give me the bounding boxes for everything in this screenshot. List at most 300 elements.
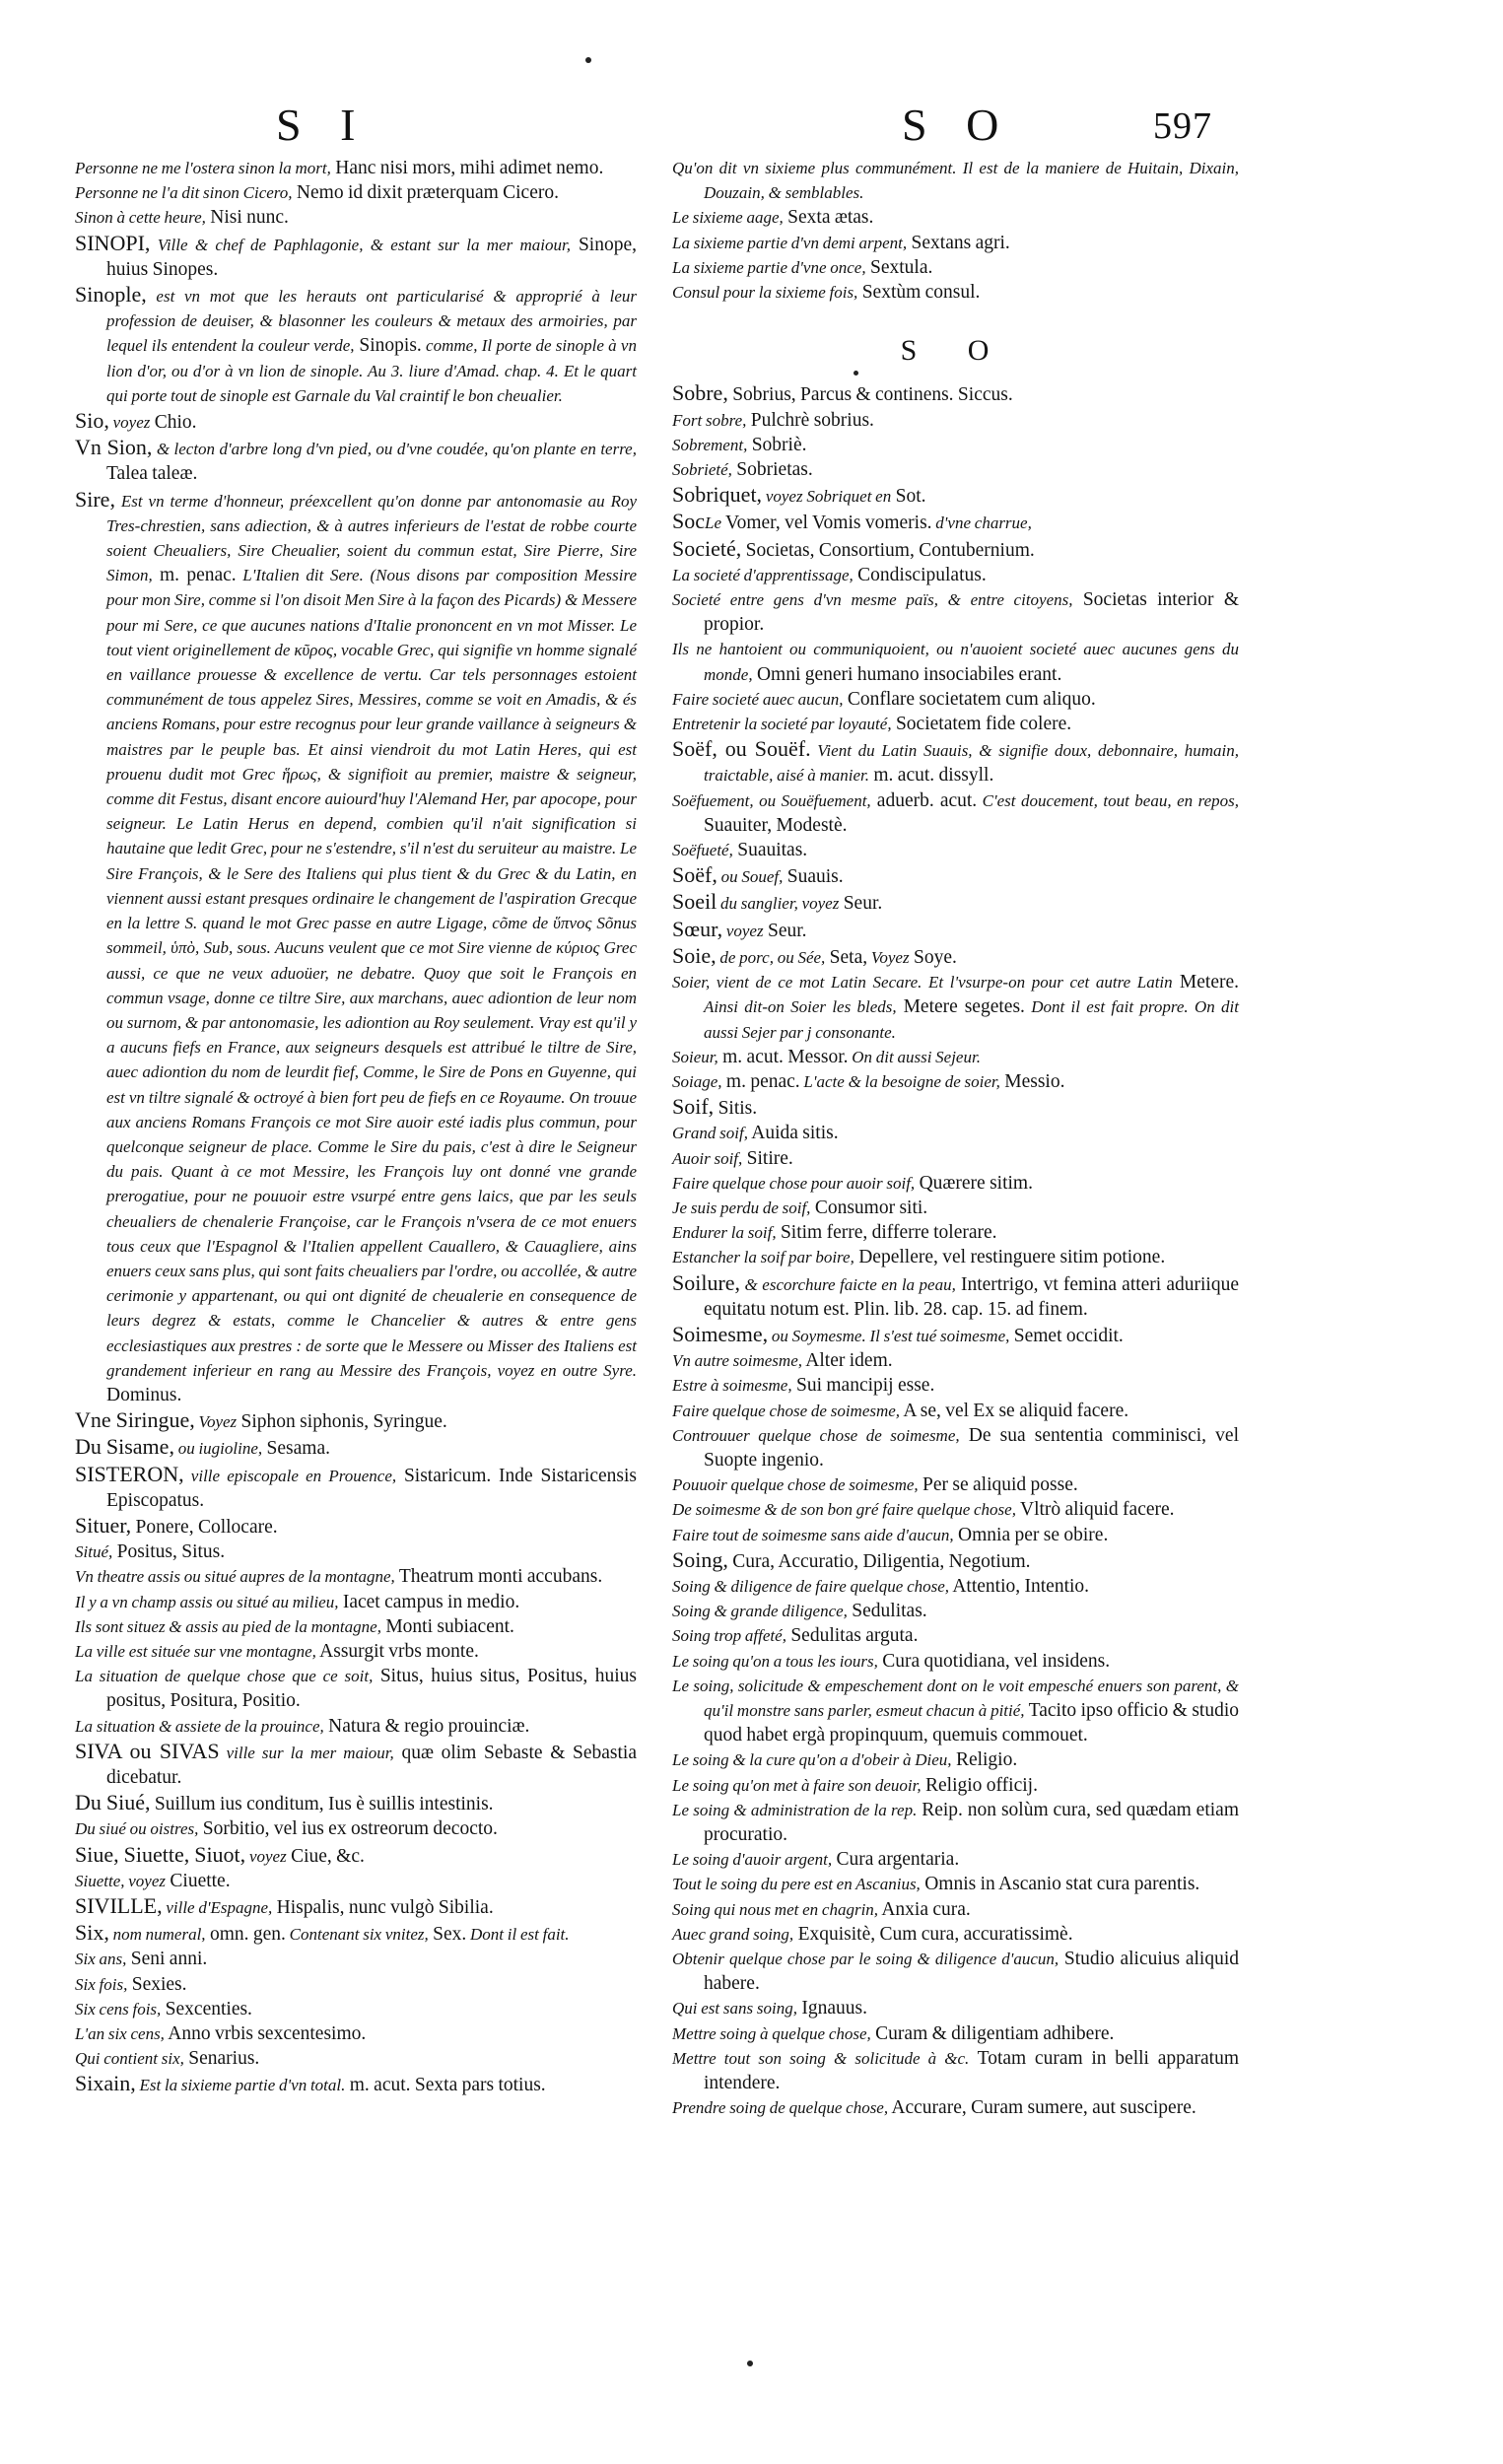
dictionary-entry	[672, 1069, 1239, 1094]
entry-french: Consul pour la sixieme fois,	[672, 283, 858, 303]
entry-french: Voyez	[867, 947, 910, 967]
dictionary-entry	[672, 563, 1239, 587]
dictionary-entry	[672, 736, 1239, 787]
entry-french: Prendre soing de quelque chose,	[672, 2098, 889, 2118]
dictionary-entry	[672, 1245, 1239, 1269]
page-number: 597	[1153, 105, 1212, 147]
dictionary-entry	[672, 1996, 1239, 2020]
entry-latin: Hanc nisi mors, mihi adimet nemo.	[330, 158, 604, 178]
entry-latin: Intertrigo, vt femina atteri aduriique equitatu notum est. Plin. lib. 28. cap. 15. ad finem.	[704, 1273, 1239, 1320]
entry-headword: Soif,	[672, 1094, 715, 1120]
entry-latin: Pulchrè sobrius.	[746, 409, 874, 431]
entry-headword: Soie,	[672, 942, 717, 968]
entry-latin: A se, vel Ex se aliquid facere.	[900, 1400, 1129, 1421]
entry-headword: SIVILLE,	[75, 1893, 163, 1919]
entry-headword: Sœur,	[672, 916, 723, 941]
entry-headword: Soing,	[672, 1546, 728, 1572]
dictionary-entry	[672, 408, 1239, 433]
entry-latin: Per se aliquid posse.	[918, 1474, 1078, 1496]
entry-french: nom numeral,	[108, 1925, 206, 1945]
entry-french: Sinon à cette heure,	[75, 208, 206, 228]
entry-latin: omn. gen.	[205, 1924, 286, 1946]
entry-latin: Positus, Situs.	[112, 1541, 226, 1563]
entry-french: Le sixieme aage,	[672, 208, 784, 228]
entry-french: voyez	[245, 1846, 287, 1866]
dictionary-entry	[672, 536, 1239, 563]
entry-french: Le soing d'auoir argent,	[672, 1850, 833, 1870]
ink-dot-top	[585, 57, 591, 63]
entry-latin: Nisi nunc.	[205, 207, 289, 229]
dictionary-entry	[672, 1897, 1239, 1922]
entry-latin: Suauitas.	[732, 840, 808, 861]
dictionary-entry	[75, 231, 637, 282]
entry-latin: Sitim ferre, differre tolerare.	[776, 1222, 997, 1244]
dictionary-entry	[75, 487, 637, 1408]
dictionary-entry	[672, 1322, 1239, 1348]
header-left-letters: S I	[276, 100, 370, 150]
entry-latin: Syringue.	[369, 1411, 447, 1433]
entry-french: Grand soif,	[672, 1124, 748, 1143]
dictionary-entry	[672, 1773, 1239, 1798]
entry-latin: Anxia cura.	[878, 1898, 971, 1920]
entry-french: Faire tout de soimesme sans aide d'aucun,	[672, 1525, 954, 1544]
entry-french: Le soing & administration de la rep.	[672, 1800, 918, 1819]
dictionary-entry	[672, 943, 1239, 970]
entry-french: & lecton d'arbre long d'vn pied, ou d'vne coudée, qu'on plante en terre,	[152, 440, 637, 459]
dictionary-entry	[672, 838, 1239, 862]
dictionary-entry	[672, 1220, 1239, 1245]
entry-latin: Cura, Accuratio, Diligentia, Negotium.	[727, 1550, 1031, 1572]
dictionary-entry	[672, 1599, 1239, 1623]
entry-french: Soing qui nous met en chagrin,	[672, 1899, 879, 1919]
dictionary-entry	[75, 1714, 637, 1739]
entry-latin: Studio alicuius aliquid habere.	[704, 1949, 1239, 1995]
entry-latin: Sedulitas arguta.	[786, 1625, 919, 1647]
entry-french: Sobrement,	[672, 435, 748, 454]
entry-headword: Soilure,	[672, 1269, 741, 1295]
entry-latin: Sinope, huius Sinopes.	[106, 234, 637, 280]
dictionary-entry	[672, 862, 1239, 889]
entry-headword: SISTERON,	[75, 1461, 184, 1486]
entry-french: L'Italien dit Sere. (Nous disons par composition Messire pour mon Sire, comme si l'on disoit Men Sire à la façon des Picards) & Messere pour mi Sere, ce que aucunes nations d'Italie prononcent en vn mot Misser. Le tout vient originellement de κῦρος, vocable Grec, qui signifie vn homme signalé en vaillance prouesse & excellence de vertu. Car tels personnages estoient communément de tous appelez Sires, Messires, comme se voit en Amadis, & és anciens Romans, pour estre recognus pour leur grande vaillance à seigneurs & maistres par le peuple bas. Et ainsi viendroit du mot Latin Heres, qui est prouenu dudit mot Grec ἥρως, & signifioit au premier, maistre & seigneur, comme dit Festus, disant encore auiourd'huy l'Alemand Her, par apocope, pour seigneur. Le Latin Herus en depend, combien qu'il n'ait signification si hautaine que ledit Grec, pour ne s'estendre, s'il n'est du seruiteur au maistre. Le Sire François, & le Sere des Italiens qui plus tient & du Grec & du Latin, en viennent aussi estant presques ordinaire le changement de l'aspiration Grecque en la lettre S. quand le mot Grec passe en autre Ligage, cõme de ὕπνος Sõnus sommeil, ὑπὸ, Sub, sous. Aucuns veulent que ce mot Sire vienne de κύριος Grec aussi, ce que ne veux aduoüer, ne debatre. Quoy que soit le François en commun vsage, donne ce tiltre Sire, aux marchans, auec adiontion de leur nom ou surnom, & par antonomasie, les adiontion au Roy seulement. Vray est qu'il y a aucuns fiefs en France, aux seigneurs desquels est attribué le tiltre de Sire, auec adiontion du nom de leurdit fief, Comme, le Sire de Pons en Guyenne, qui est vn tiltre signalé & octroyé à bien fort peu de fiefs en ce Royaume. On trouue aux anciens Romans François ce mot Sire auoir esté iadis plus commun, pour quelconque seigneur de place. Comme le Sire du pais, c'est à dire le Seigneur du pais. Quant à ce mot Messire, les François luy ont donné vne grande prerogatiue, pour ne pouuoir estre vsurpé entre gens laics, que par les seuls cheualiers de chenalerie Françoise, car le François n'vsera de ce mot enuers tous ceux que l'Espagnol & l'Italien appellent Cauallero, & Cauagliere, ains enuers ceux sans plus, qui sont faits cheualiers par l'ordre, ou accollée, & autre cerimonie y appartenant, ou qui ont dignité de cheualerie en consequence de leurs degrez & estats, comme le Chancelier & autres & entre gens ecclesiastiques aux prestres : de sorte que le Messere ou Misser des Italiens est grandement inferieur en rang au Messire des François, voyez en outre Syre.	[106, 566, 637, 1380]
entry-french: voyez	[722, 921, 764, 940]
entry-latin: Sextùm consul.	[857, 282, 981, 304]
entry-latin: Sobriè.	[747, 434, 807, 455]
dictionary-entry	[672, 1922, 1239, 1947]
dictionary-entry	[672, 1649, 1239, 1674]
entry-latin: Omnia per se obire.	[953, 1524, 1109, 1545]
entry-latin: m. penac.	[721, 1070, 800, 1092]
entry-french: On dit aussi Sejeur.	[848, 1047, 981, 1066]
entry-french: Soing & grande diligence,	[672, 1602, 848, 1621]
entry-latin: Sesama.	[262, 1438, 330, 1460]
entry-latin: Conflare societatem cum aliquo.	[843, 688, 1096, 710]
entry-headword: Sire,	[75, 486, 115, 512]
entry-latin: Curam & diligentiam adhibere.	[870, 2022, 1115, 2044]
dictionary-entry	[672, 156, 1239, 205]
entry-latin: Totam curam in belli apparatum intendere.	[704, 2047, 1239, 2094]
entry-french: ou iugioline,	[173, 1439, 263, 1459]
entry-french: Faire quelque chose de soimesme,	[672, 1401, 901, 1420]
dictionary-entry	[672, 1399, 1239, 1423]
entry-latin: Accurare, Curam sumere, aut suscipere.	[888, 2097, 1196, 2119]
entry-latin: Societas interior & propior.	[704, 589, 1239, 636]
dictionary-entry	[75, 1590, 637, 1614]
entry-french: Le	[705, 513, 721, 533]
entry-latin: Anno vrbis sexcentesimo.	[164, 2023, 367, 2045]
entry-latin: Ponere, Collocare.	[131, 1516, 278, 1538]
dictionary-entry	[75, 1513, 637, 1540]
entry-latin: Exquisitè, Cum cura, accuratissimè.	[793, 1923, 1073, 1945]
entry-headword: SIVA ou SIVAS	[75, 1738, 220, 1763]
entry-french: Voyez	[194, 1412, 238, 1432]
entry-french: Soing & diligence de faire quelque chose,	[672, 1576, 950, 1596]
entry-latin: Religio.	[951, 1749, 1018, 1771]
dictionary-entry	[75, 282, 637, 408]
entry-french: Le soing & la cure qu'on a d'obeir à Dieu,	[672, 1750, 952, 1770]
dictionary-entry	[75, 1893, 637, 1920]
entry-headword: Soeil	[672, 889, 717, 915]
dictionary-entry	[75, 1407, 637, 1434]
dictionary-entry	[672, 1196, 1239, 1220]
entry-latin: Attentio, Intentio.	[949, 1575, 1090, 1597]
dictionary-entry	[672, 280, 1239, 305]
dictionary-entry	[672, 1847, 1239, 1872]
running-header	[0, 99, 1503, 158]
entry-french: Soëfueté,	[672, 841, 733, 860]
dictionary-entry	[672, 1094, 1239, 1121]
entry-french: Estre à soimesme,	[672, 1376, 792, 1396]
entry-french: Soëfuement, ou Souëfuement,	[672, 790, 871, 810]
dictionary-entry	[75, 205, 637, 230]
entry-french: Il y a vn champ assis ou situé au milieu,	[75, 1592, 339, 1611]
entry-latin: Reip. non solùm cura, sed quædam etiam procuratio.	[704, 1799, 1239, 1845]
entry-latin: Seni anni.	[126, 1949, 208, 1970]
entry-latin: Religio officij.	[921, 1774, 1038, 1796]
entry-latin: m. acut. dissyll.	[869, 765, 994, 787]
dictionary-entry	[672, 1423, 1239, 1472]
entry-french: Le soing, solicitude & empeschement dont on le voit empesché enuers son parent, & qu'il monstre sans parler, esmeut chacun à pitié,	[672, 1676, 1239, 1720]
dictionary-entry	[672, 1872, 1239, 1896]
entry-latin: Cura argentaria.	[832, 1849, 960, 1871]
ink-dot-bottom	[747, 2361, 753, 2366]
entry-french: Auec grand soing,	[672, 1924, 794, 1944]
entry-latin: Situs, huius situs, Positus, huius positus, Positura, Positio.	[106, 1666, 637, 1712]
dictionary-entry	[75, 1540, 637, 1564]
entry-french: Soing trop affeté,	[672, 1626, 786, 1646]
entry-french: La sixieme partie d'vn demi arpent,	[672, 233, 908, 252]
entry-headword: Soëf,	[672, 862, 717, 888]
entry-french: Qui contient six,	[75, 2049, 184, 2069]
entry-latin: Monti subiacent.	[380, 1615, 514, 1637]
entry-french: Ils sont situez & assis au pied de la montagne,	[75, 1616, 381, 1636]
entry-latin: Theatrum monti accubans.	[394, 1566, 603, 1588]
entry-french: La situation de quelque chose que ce soit,	[75, 1667, 374, 1686]
entry-french: Six ans,	[75, 1950, 127, 1969]
entry-headword: Vne Siringue,	[75, 1407, 195, 1433]
entry-headword: Societé,	[672, 535, 742, 561]
entry-french: Six cens fois,	[75, 1999, 162, 2019]
dictionary-entry	[672, 482, 1239, 509]
entry-latin: Seta,	[825, 946, 868, 968]
dictionary-entry	[75, 1790, 637, 1816]
entry-headword: Soc	[672, 509, 705, 534]
entry-french: Auoir soif,	[672, 1148, 743, 1168]
entry-latin: Semet occidit.	[1009, 1325, 1124, 1346]
entry-latin: Omni generi humano insociabiles erant.	[752, 663, 1062, 685]
entry-french: La ville est située sur vne montagne,	[75, 1641, 316, 1661]
entry-french: Ils ne hantoient ou communiquoient, ou n'auoient societé auec aucunes gens du monde,	[672, 640, 1239, 684]
header-right-letters: S O	[902, 100, 1013, 150]
entry-latin: Seur.	[839, 893, 883, 915]
entry-latin: Suauis.	[783, 866, 844, 888]
entry-latin: Metere segetes.	[896, 996, 1025, 1018]
dictionary-entry	[672, 1146, 1239, 1171]
entry-headword: Du Sisame,	[75, 1434, 174, 1460]
entry-latin: Vltrò aliquid facere.	[1015, 1499, 1175, 1521]
dictionary-entry	[672, 1171, 1239, 1196]
entry-latin: Hispalis, nunc vulgò Sibilia.	[272, 1897, 494, 1919]
dictionary-entry	[672, 1798, 1239, 1847]
dictionary-entry	[672, 1497, 1239, 1522]
dictionary-entry	[75, 1434, 637, 1461]
entry-latin: Sorbitio, vel ius ex ostreorum decocto.	[198, 1818, 498, 1840]
entry-latin: Dominus.	[106, 1384, 182, 1405]
entry-headword: Soëf, ou Souëf.	[672, 736, 811, 762]
entry-french: voyez	[108, 413, 151, 433]
entry-french: est vn mot que les herauts ont particularisé & approprié à leur profession de deuiser, & blasonner les couleurs & metaux des armoiries, par lequel ils entendent la couleur verde,	[106, 287, 637, 356]
entry-french: Controuuer quelque chose de soimesme,	[672, 1425, 960, 1445]
dictionary-entry	[75, 1639, 637, 1664]
dictionary-entry	[75, 1869, 637, 1893]
entry-french: Dont il est fait propre. On dit aussi Sejer par j consonante.	[704, 997, 1239, 1042]
entry-french: Ville & chef de Paphlagonie, & estant sur la mer maiour,	[150, 235, 572, 254]
entry-latin: Sobrius, Parcus & continens. Siccus.	[727, 384, 1013, 406]
entry-latin: Sextans agri.	[907, 232, 1010, 253]
entry-french: Personne ne me l'ostera sinon la mort,	[75, 159, 331, 177]
entry-french: Du siué ou oistres,	[75, 1819, 199, 1839]
dictionary-entry	[672, 687, 1239, 712]
entry-latin: De sua sententia comminisci, vel Suopte ingenio.	[704, 1424, 1239, 1471]
entry-latin: Consumor siti.	[810, 1197, 928, 1218]
entry-latin: m. penac.	[152, 565, 237, 586]
entry-french: Six fois,	[75, 1974, 128, 1994]
entry-french: Estancher la soif par boire,	[672, 1248, 854, 1267]
entry-french: de porc, ou Sée,	[716, 947, 826, 967]
entry-latin: Sistaricum. Inde Sistaricensis Episcopatus.	[106, 1465, 637, 1511]
dictionary-entry	[672, 970, 1239, 1045]
entry-latin: Cura quotidiana, vel insidens.	[877, 1650, 1111, 1672]
right-column-continuation	[672, 156, 1239, 305]
entry-headword: Sobriquet,	[672, 482, 763, 508]
entry-latin: Soye.	[909, 946, 957, 968]
entry-latin: Natura & regio prouinciæ.	[323, 1715, 530, 1737]
entry-latin: Seur.	[763, 920, 807, 941]
dictionary-entry	[672, 1747, 1239, 1772]
entry-latin: Suauiter, Modestè.	[704, 814, 848, 836]
entry-latin: Sitis.	[714, 1098, 758, 1120]
entry-french: Personne ne l'a dit sinon Cicero,	[75, 183, 293, 203]
entry-latin: Ignauus.	[796, 1998, 867, 2019]
entry-latin: Sobrietas.	[731, 459, 813, 481]
entry-french: ou Soymesme. Il s'est tué soimesme,	[768, 1326, 1010, 1345]
entry-french: Vn theatre assis ou situé aupres de la montagne,	[75, 1567, 395, 1587]
dictionary-entry	[75, 1739, 637, 1790]
dictionary-entry	[672, 1121, 1239, 1145]
entry-latin: Iacet campus in medio.	[338, 1591, 520, 1612]
entry-latin: Assurgit vrbs monte.	[315, 1640, 479, 1662]
entry-latin: Messio.	[999, 1070, 1065, 1092]
entry-latin: Alter idem.	[802, 1350, 893, 1372]
dictionary-entry	[672, 1472, 1239, 1497]
entry-latin: m. acut. Messor.	[717, 1046, 849, 1067]
entry-latin: Sot.	[891, 486, 926, 508]
dictionary-entry	[672, 1574, 1239, 1599]
dictionary-entry	[75, 435, 637, 486]
section-title: S O	[900, 334, 1011, 368]
entry-headword: Sio,	[75, 408, 109, 434]
entry-french: comme, Il porte de sinople à vn lion d'or, ou d'or à vn lion de sinople. Au 3. liure d'Amad. chap. 4. Et le quart qui porte tout de sinople est Garnale du Val craintif le bon cheualier.	[106, 336, 637, 405]
dictionary-entry	[672, 1547, 1239, 1574]
entry-french: Sobrieté,	[672, 460, 732, 480]
dictionary-entry	[75, 408, 637, 435]
entry-latin: Ciue, &c.	[286, 1845, 365, 1867]
entry-french: & escorchure faicte en la peau,	[740, 1274, 956, 1294]
entry-french: La sixieme partie d'vne once,	[672, 257, 866, 277]
entry-latin: Sedulitas.	[847, 1601, 927, 1622]
entry-french: La situation & assiete de la prouince,	[75, 1716, 324, 1736]
entry-headword: Du Siué,	[75, 1790, 151, 1815]
entry-french: Soiage,	[672, 1071, 722, 1091]
entry-french: Tout le soing du pere est en Ascanius,	[672, 1875, 921, 1894]
entry-french: Pouuoir quelque chose de soimesme,	[672, 1475, 919, 1495]
entry-french: Est vn terme d'honneur, préexcellent qu'on donne par antonomasie au Roy Tres-chrestien, sans adiection, & à autres inferieurs de l'estat de robbe courte soient Cheualiers, Sire Cheualier, soient du commun estat, Sire Pierre, Sire Simon,	[106, 491, 637, 585]
entry-latin: Sitire.	[742, 1147, 793, 1169]
entry-latin: Siphon siphonis,	[237, 1411, 370, 1433]
entry-french: C'est doucement, tout beau, en repos,	[977, 790, 1239, 810]
entry-latin: m. acut.	[345, 2075, 411, 2096]
entry-french: Situé,	[75, 1542, 113, 1562]
dictionary-entry	[75, 1997, 637, 2021]
entry-latin: Sextula.	[865, 256, 933, 278]
dictionary-entry	[75, 1564, 637, 1589]
dictionary-entry	[672, 380, 1239, 407]
entry-french: L'an six cens,	[75, 2024, 165, 2044]
entry-latin: Depellere, vel restinguere sitim potione.	[854, 1247, 1166, 1268]
entry-headword: Six,	[75, 1920, 109, 1946]
entry-headword: Vn Sion,	[75, 435, 153, 460]
entry-french: De soimesme & de son bon gré faire quelque chose,	[672, 1500, 1016, 1520]
entry-headword: Sinople,	[75, 282, 147, 308]
dictionary-entry	[672, 2021, 1239, 2046]
entry-french: voyez Sobriquet en	[762, 487, 892, 507]
entry-french: Le soing qu'on a tous les iours,	[672, 1651, 878, 1671]
dictionary-entry	[672, 587, 1239, 637]
entry-latin: Suillum ius conditum, Ius è suillis intestinis.	[150, 1794, 494, 1815]
entry-french: Vient du Latin Suauis, & signifie doux, debonnaire, humain, traictable, aisé à manier.	[704, 741, 1239, 786]
dictionary-entry	[672, 889, 1239, 916]
dictionary-entry	[75, 1614, 637, 1639]
entry-latin: Chio.	[150, 412, 197, 434]
entry-french: Soier, vient de ce mot Latin Secare. Et l'vsurpe-on pour cet autre Latin	[672, 973, 1173, 992]
entry-latin: Sui mancipij esse.	[791, 1375, 935, 1397]
dictionary-entry	[672, 1045, 1239, 1069]
dictionary-entry	[672, 2046, 1239, 2095]
entry-french: ville episcopale en Prouence,	[183, 1466, 397, 1485]
entry-latin: Societatem fide colere.	[891, 714, 1072, 735]
dictionary-entry	[672, 788, 1239, 838]
dictionary-entry	[75, 1816, 637, 1841]
entry-french: Endurer la soif,	[672, 1223, 777, 1243]
entry-french: ou Souef,	[717, 867, 784, 887]
entry-french: Dont il est fait.	[466, 1925, 570, 1945]
entry-latin: Auida sitis.	[747, 1123, 839, 1144]
entry-french: Vn autre soimesme,	[672, 1351, 802, 1371]
dictionary-entry	[672, 255, 1239, 280]
entry-french: du sanglier, voyez	[717, 894, 840, 914]
entry-headword: Situer,	[75, 1512, 132, 1538]
entry-latin: Sinopis.	[354, 335, 422, 357]
dictionary-entry	[672, 637, 1239, 686]
entry-headword: Sobre,	[672, 380, 728, 406]
dictionary-entry	[75, 1947, 637, 1971]
entry-french: Faire quelque chose pour auoir soif,	[672, 1173, 916, 1193]
entry-latin: Sexies.	[127, 1973, 187, 1995]
dictionary-entry	[75, 2071, 637, 2097]
entry-french: Le soing qu'on met à faire son deuoir,	[672, 1775, 922, 1795]
dictionary-entry	[75, 2021, 637, 2046]
dictionary-entry	[672, 1623, 1239, 1648]
entry-french: ville sur la mer maiour,	[219, 1743, 394, 1762]
entry-latin: Nemo id dixit præterquam Cicero.	[292, 182, 559, 204]
entry-headword: Soimesme,	[672, 1321, 769, 1346]
dictionary-entry	[75, 2046, 637, 2071]
entry-latin: Tacito ipso officio & studio quod habet ergà propinquum, quemuis commouet.	[704, 1699, 1239, 1746]
dictionary-entry	[75, 1842, 637, 1869]
entry-latin: Vomer, vel Vomis vomeris.	[721, 513, 932, 534]
dictionary-entry	[672, 1348, 1239, 1373]
entry-latin: Senarius.	[183, 2048, 260, 2070]
dictionary-entry	[672, 917, 1239, 943]
dictionary-entry	[672, 712, 1239, 736]
entry-french: La societé d'apprentissage,	[672, 565, 854, 584]
entry-french: Obtenir quelque chose par le soing & diligence d'aucun,	[672, 1950, 1059, 1969]
entry-headword: Sixain,	[75, 2071, 136, 2096]
entry-latin: Sexcenties.	[161, 1998, 252, 2019]
entry-french: Contenant six vnitez,	[285, 1925, 429, 1945]
entry-latin: Quærere sitim.	[915, 1172, 1033, 1194]
right-column	[672, 156, 1239, 2120]
dictionary-entry	[75, 1462, 637, 1513]
dictionary-entry	[75, 156, 637, 180]
entry-latin: Sexta ætas.	[783, 207, 874, 229]
entry-latin: Talea taleæ.	[106, 463, 198, 485]
dictionary-entry	[75, 1920, 637, 1947]
entry-french: Je suis perdu de soif,	[672, 1198, 811, 1217]
entry-french: Ainsi dit-on Soier les bleds,	[704, 997, 897, 1017]
entry-french: ville d'Espagne,	[162, 1898, 273, 1918]
dictionary-entry	[672, 1373, 1239, 1398]
entry-latin: Societas, Consortium, Contubernium.	[741, 539, 1035, 561]
entry-french: Fort sobre,	[672, 410, 747, 430]
entry-french: Entretenir la societé par loyauté,	[672, 715, 892, 734]
dictionary-entry	[672, 1523, 1239, 1547]
dictionary-entry	[672, 1947, 1239, 1996]
entry-french: Siuette, voyez	[75, 1871, 167, 1890]
dictionary-entry	[672, 2095, 1239, 2120]
entry-french: d'vne charrue,	[931, 513, 1032, 533]
entry-latin: Ciuette.	[166, 1870, 231, 1891]
